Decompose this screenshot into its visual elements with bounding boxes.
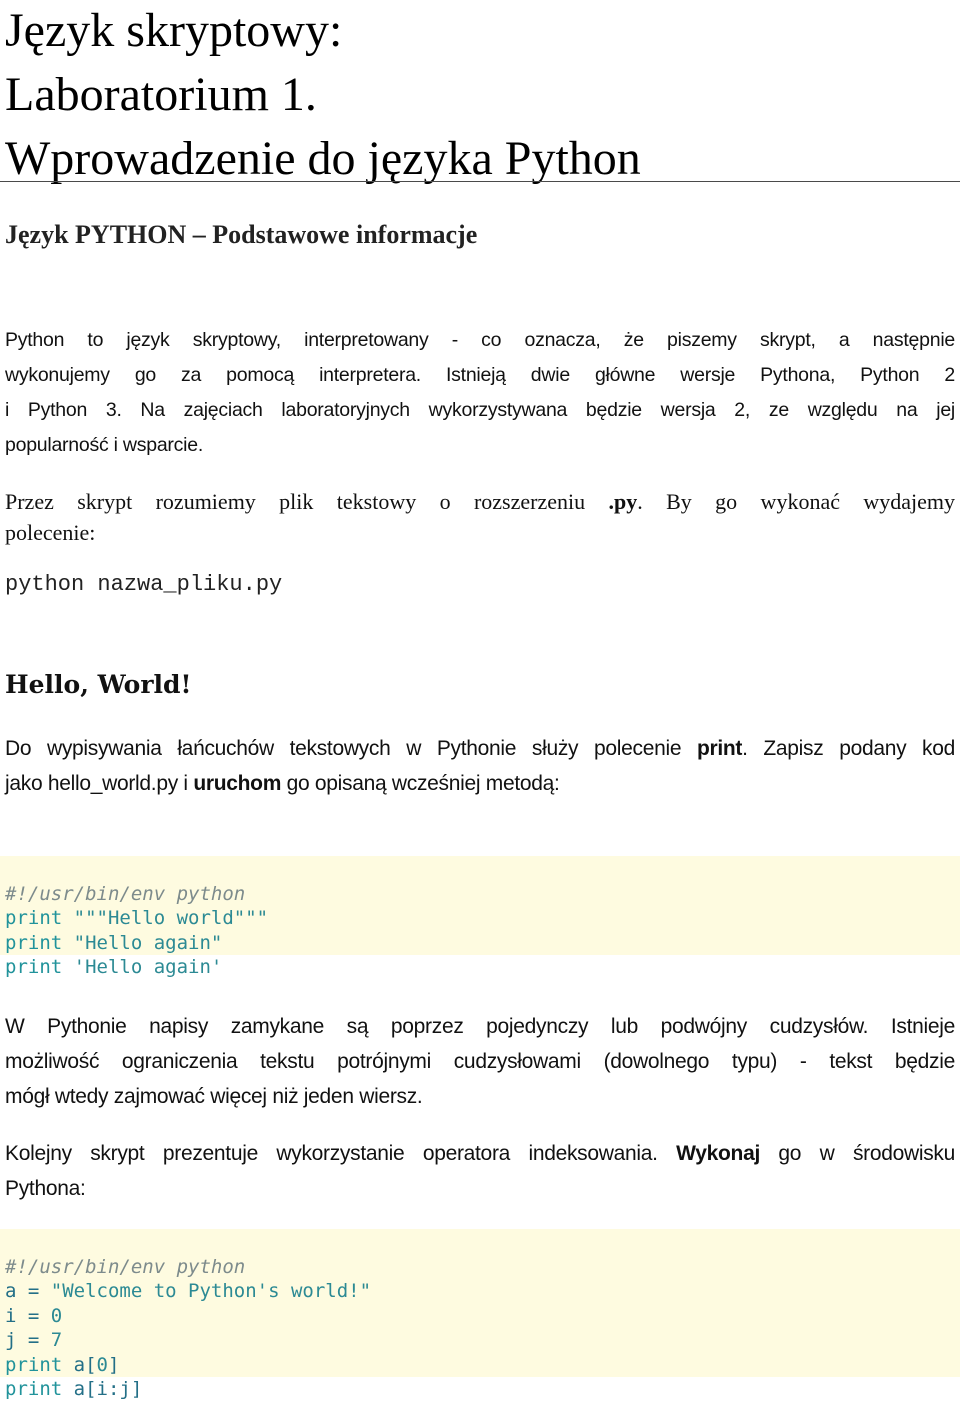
- code-line: [5, 955, 955, 980]
- code-number: 0: [50, 1304, 63, 1327]
- code-assignment: i =: [5, 1304, 51, 1327]
- code-keyword: print: [5, 1353, 63, 1376]
- indexing-line-2: Pythona:: [5, 1177, 86, 1200]
- code-keyword: print: [5, 907, 63, 929]
- section-heading-hello-world: Hello, World!: [5, 670, 192, 699]
- code-string: """Hello world""": [73, 907, 269, 929]
- code-expression: a[: [62, 1353, 97, 1376]
- intro-paragraph: [5, 323, 955, 463]
- print-text-a: Do wypisywania łańcuchów tekstowych w Pythonie służy polecenie: [5, 737, 697, 760]
- indexing-paragraph: [5, 1136, 955, 1206]
- intro-line-3: i Python 3. Na zajęciach laboratoryjnych wykorzystywana będzie wersja 2, ze względu na jej: [5, 399, 955, 421]
- code-string: "Welcome to Python's world!": [50, 1280, 372, 1302]
- code-expression: ]: [107, 1353, 120, 1376]
- intro-line-2: wykonujemy go za pomocą interpretera. Istnieją dwie główne wersje Pythona, Python 2: [5, 364, 955, 386]
- quotes-line-1: W Pythonie napisy zamykane są poprzez pojedynczy lub podwójny cudzysłów. Istnieje: [5, 1015, 955, 1038]
- quotes-line-2: możliwość ograniczenia tekstu potrójnymi cudzysłowami (dowolnego typu) - tekst będzie: [5, 1050, 955, 1073]
- quotes-paragraph: [5, 1009, 955, 1114]
- script-extension: .py: [608, 489, 638, 514]
- code-line: [5, 931, 955, 956]
- code-block-indexing: [0, 1229, 960, 1400]
- print-paragraph: [5, 731, 955, 801]
- code-assignment: j =: [5, 1329, 51, 1351]
- print-text-c: jako hello_world.py i: [5, 772, 194, 795]
- quotes-line-3: mógł wtedy zajmować więcej niż jeden wiersz.: [5, 1085, 423, 1108]
- code-keyword: print: [5, 1378, 63, 1400]
- code-keyword: print: [5, 956, 63, 978]
- document-title: [5, 0, 955, 190]
- title-line-1: Język skryptowy:: [5, 4, 343, 57]
- code-shebang: #!/usr/bin/env python: [5, 1255, 246, 1278]
- print-text-b: . Zapisz podany kod: [742, 737, 955, 760]
- print-keyword: print: [696, 737, 743, 760]
- code-expression: a[i:j]: [62, 1378, 143, 1400]
- script-paragraph: [5, 486, 955, 548]
- code-number: 7: [50, 1329, 63, 1351]
- script-line-1: [5, 486, 955, 517]
- code-line: [5, 1279, 955, 1304]
- script-line-2: polecenie:: [5, 520, 96, 545]
- print-line-2: [5, 766, 955, 801]
- code-line: [5, 1377, 955, 1402]
- code-shebang: #!/usr/bin/env python: [5, 882, 246, 905]
- title-line-3: Wprowadzenie do języka Python: [5, 132, 641, 185]
- script-text-suffix: . By go wykonać wydajemy: [637, 489, 955, 514]
- intro-line-1: Python to język skryptowy, interpretowany - co oznacza, że piszemy skrypt, a następnie: [5, 329, 955, 351]
- code-line: [5, 1353, 955, 1378]
- execute-keyword: Wykonaj: [676, 1142, 760, 1165]
- section-heading-basics: Język PYTHON – Podstawowe informacje: [5, 220, 478, 249]
- indexing-text-b: go w środowisku: [759, 1142, 955, 1165]
- code-assignment: a =: [5, 1280, 51, 1302]
- code-string: 'Hello again': [73, 956, 223, 978]
- code-keyword: print: [5, 931, 63, 954]
- print-text-d: go opisaną wcześniej metodą:: [281, 772, 560, 795]
- run-keyword: uruchom: [193, 772, 282, 795]
- run-command: python nazwa_pliku.py: [5, 572, 283, 597]
- title-divider: [0, 181, 960, 182]
- script-text-prefix: Przez skrypt rozumiemy plik tekstowy o rozszerzeniu: [5, 489, 609, 514]
- intro-line-4: popularność i wsparcie.: [5, 434, 204, 456]
- indexing-line-1: [5, 1136, 955, 1171]
- code-number: 0: [96, 1353, 108, 1376]
- print-line-1: [5, 731, 955, 766]
- indexing-text-a: Kolejny skrypt prezentuje wykorzystanie operatora indeksowania.: [5, 1142, 677, 1165]
- title-line-2: Laboratorium 1.: [5, 68, 317, 121]
- code-block-hello-world: [0, 856, 960, 978]
- code-line: [5, 1304, 955, 1329]
- code-string: "Hello again": [73, 931, 223, 954]
- code-line: [5, 906, 955, 931]
- code-line: [5, 1328, 955, 1353]
